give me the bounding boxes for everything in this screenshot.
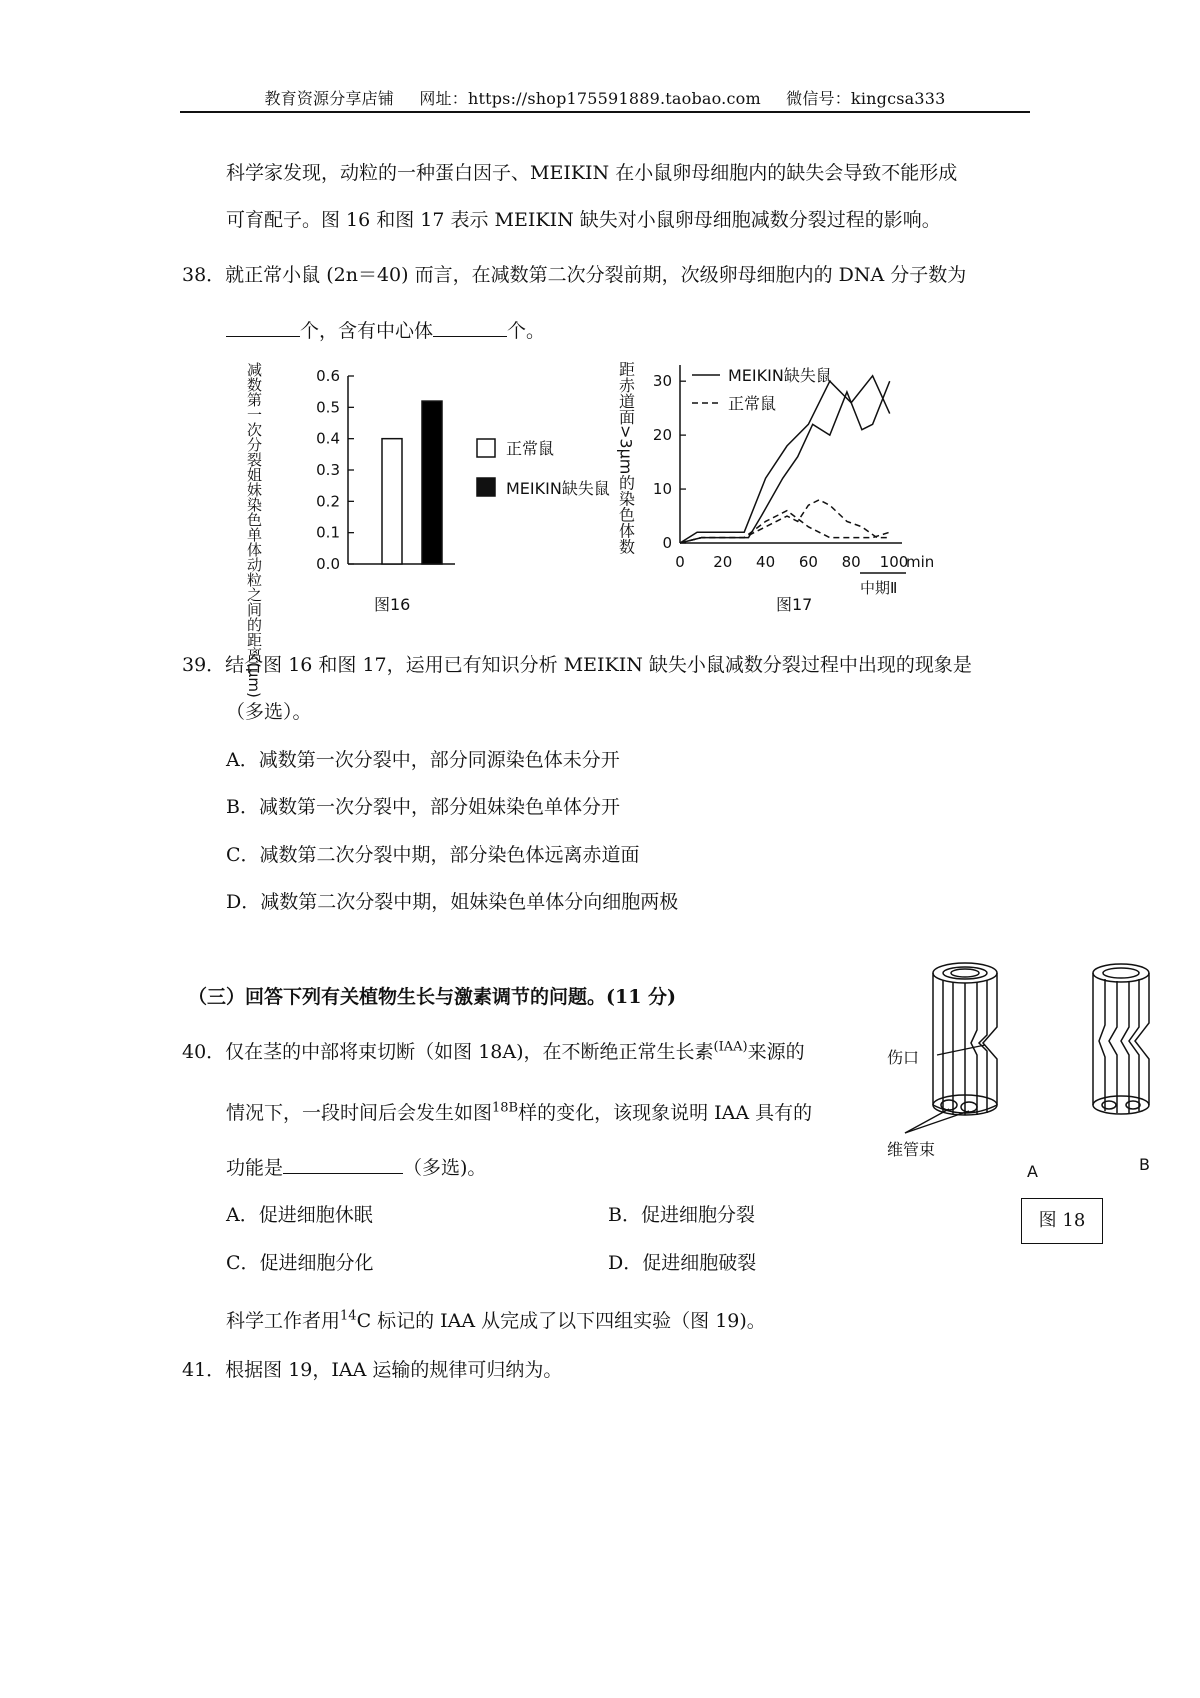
q40-line-1a: 40．仅在茎的中部将束切断（如图 18A)，在不断绝正常生长素	[182, 1041, 714, 1063]
wound-pointer	[937, 1045, 985, 1055]
fig16-legend-meikin-swatch	[477, 478, 495, 496]
fig16-y-axis-title: 减数第一次分裂姐妹染色单体动粒之间的距离(μm)	[245, 362, 263, 698]
fig17-lines	[680, 376, 890, 543]
q40-line-3b: （多选)。	[403, 1157, 487, 1179]
q40-line-3a: 功能是	[226, 1157, 284, 1179]
q40-line-1	[182, 1037, 805, 1064]
fig17-y-ticks	[653, 372, 686, 552]
header-shop: 教育资源分享店铺	[264, 89, 395, 108]
fig17-x-tick-label: 40	[756, 553, 776, 571]
q38-blank-2[interactable]	[433, 318, 507, 337]
q40-line-3	[226, 1153, 486, 1180]
q40-line-1b: 来源的	[747, 1041, 805, 1063]
figure-18	[887, 955, 1180, 1185]
stem-a-illustration	[933, 963, 997, 1115]
experiment-line-a: 科学工作者用	[226, 1310, 341, 1332]
fig17-caption: 图17	[776, 595, 813, 614]
q38-line-2	[226, 316, 545, 343]
fig17-y-tick-label: 20	[652, 426, 672, 445]
fig17-line-normal-2	[680, 500, 890, 543]
fig17-x-tick-label: 80	[841, 553, 861, 571]
fig16-legend-normal: 正常鼠	[506, 439, 555, 458]
q41-line: 41．根据图 19，IAA 运输的规律可归纳为。	[182, 1359, 563, 1381]
q39-line-1: 39．结合图 16 和图 17，运用已有知识分析 MEIKIN 缺失小鼠减数分裂过程中出现的现象是	[182, 654, 972, 676]
header-url: 网址：https://shop175591889.taobao.com	[419, 89, 761, 108]
bundle-pointer-1	[905, 1109, 949, 1133]
q40-b-sup: 18B	[492, 1100, 519, 1116]
q40-line-2	[226, 1098, 812, 1125]
section-3-title: （三）回答下列有关植物生长与激素调节的问题。(11 分)	[188, 986, 677, 1008]
fig16-y-tick-label: 0.1	[316, 523, 340, 542]
intro-line-2: 可育配子。图 16 和图 17 表示 MEIKIN 缺失对小鼠卵母细胞减数分裂过程的影响。	[226, 209, 941, 231]
q39-line-2: （多选）。	[226, 701, 312, 723]
fig16-bar-normal	[382, 439, 402, 564]
experiment-line-b: C 标记的 IAA 从完成了以下四组实验（图 19)。	[356, 1310, 766, 1332]
figure-17	[616, 355, 970, 625]
fig17-x-tick-label: 60	[798, 553, 818, 571]
bundle-pointer-2	[905, 1111, 969, 1133]
q38-part-2: 个。	[507, 320, 546, 342]
fig17-x-unit: min	[906, 553, 935, 571]
q40-iaa-sup: (IAA)	[713, 1039, 748, 1055]
fig16-bar-meikin	[422, 401, 442, 564]
fig17-x-tick-label: 0	[675, 553, 685, 571]
q40-option-a[interactable]: A．促进细胞休眠	[226, 1204, 373, 1226]
q39-option-b[interactable]: B．减数第一次分裂中，部分姐妹染色单体分开	[226, 796, 620, 818]
fig16-y-tick-label: 0.6	[316, 367, 340, 385]
stem-b-illustration	[1093, 964, 1149, 1114]
q40-option-c[interactable]: C．促进细胞分化	[226, 1252, 374, 1274]
q40-option-b[interactable]: B．促进细胞分裂	[608, 1204, 755, 1226]
q38-blank-1[interactable]	[226, 318, 300, 337]
q39-option-c[interactable]: C．减数第二次分裂中期，部分染色体远离赤道面	[226, 844, 640, 866]
fig17-legend-meikin: MEIKIN缺失鼠	[728, 366, 832, 385]
fig16-legend-meikin: MEIKIN缺失鼠	[506, 479, 610, 498]
wound-label: 伤口	[887, 1048, 920, 1067]
q40-blank[interactable]	[283, 1155, 403, 1174]
isotope-sup: 14	[340, 1308, 357, 1324]
fig16-y-tick-label: 0.2	[316, 492, 340, 511]
fig17-y-tick-label: 10	[652, 480, 672, 499]
fig16-y-tick-label: 0.0	[316, 555, 340, 573]
fig17-line-normal-3	[680, 511, 890, 543]
fig17-y-tick-label: 0	[662, 534, 672, 552]
header-rule	[180, 111, 1030, 113]
fig16-bars	[382, 401, 442, 564]
fig18-caption: 图 18	[1021, 1198, 1103, 1244]
fig16-legend-normal-swatch	[477, 439, 495, 457]
q39-option-a[interactable]: A．减数第一次分裂中，部分同源染色体未分开	[226, 749, 620, 771]
stem-a-label: A	[1027, 1162, 1038, 1181]
page-header	[180, 86, 1030, 109]
intro-line-1: 科学家发现，动粒的一种蛋白因子、MEIKIN 在小鼠卵母细胞内的缺失会导致不能形成	[226, 162, 958, 184]
fig16-y-tick-label: 0.5	[316, 398, 340, 417]
fig17-phase-label: 中期Ⅱ	[860, 579, 898, 597]
fig17-y-axis-title: 距赤道面>3μm的染色体数	[616, 361, 636, 555]
q40-option-d[interactable]: D．促进细胞破裂	[608, 1252, 757, 1274]
experiment-line	[226, 1306, 766, 1333]
fig17-y-tick-label: 30	[652, 372, 672, 391]
q38-part-1: 个，含有中心体	[300, 320, 434, 342]
fig16-y-tick-label: 0.4	[316, 429, 340, 448]
fig17-line-meikin-1	[680, 381, 890, 543]
stem-b-label: B	[1139, 1155, 1150, 1174]
fig17-x-ticks	[675, 553, 908, 571]
header-wechat: 微信号：kingcsa333	[786, 89, 946, 108]
q39-option-d[interactable]: D．减数第二次分裂中期，姐妹染色单体分向细胞两极	[226, 891, 679, 913]
fig17-legend-normal: 正常鼠	[728, 394, 777, 413]
fig16-caption: 图16	[374, 595, 411, 614]
fig16-y-tick-label: 0.3	[316, 461, 340, 479]
q40-line-2b: 样的变化，该现象说明 IAA 具有的	[518, 1102, 813, 1124]
q40-line-2a: 情况下，一段时间后会发生如图	[226, 1102, 493, 1124]
q38-line-1: 38．就正常小鼠 (2n＝40) 而言，在减数第二次分裂前期，次级卵母细胞内的 DNA 分子数为	[182, 264, 967, 286]
fig17-x-tick-label: 20	[713, 553, 733, 571]
fig17-x-tick-label: 100	[879, 553, 909, 571]
bundle-label: 维管束	[887, 1140, 936, 1159]
